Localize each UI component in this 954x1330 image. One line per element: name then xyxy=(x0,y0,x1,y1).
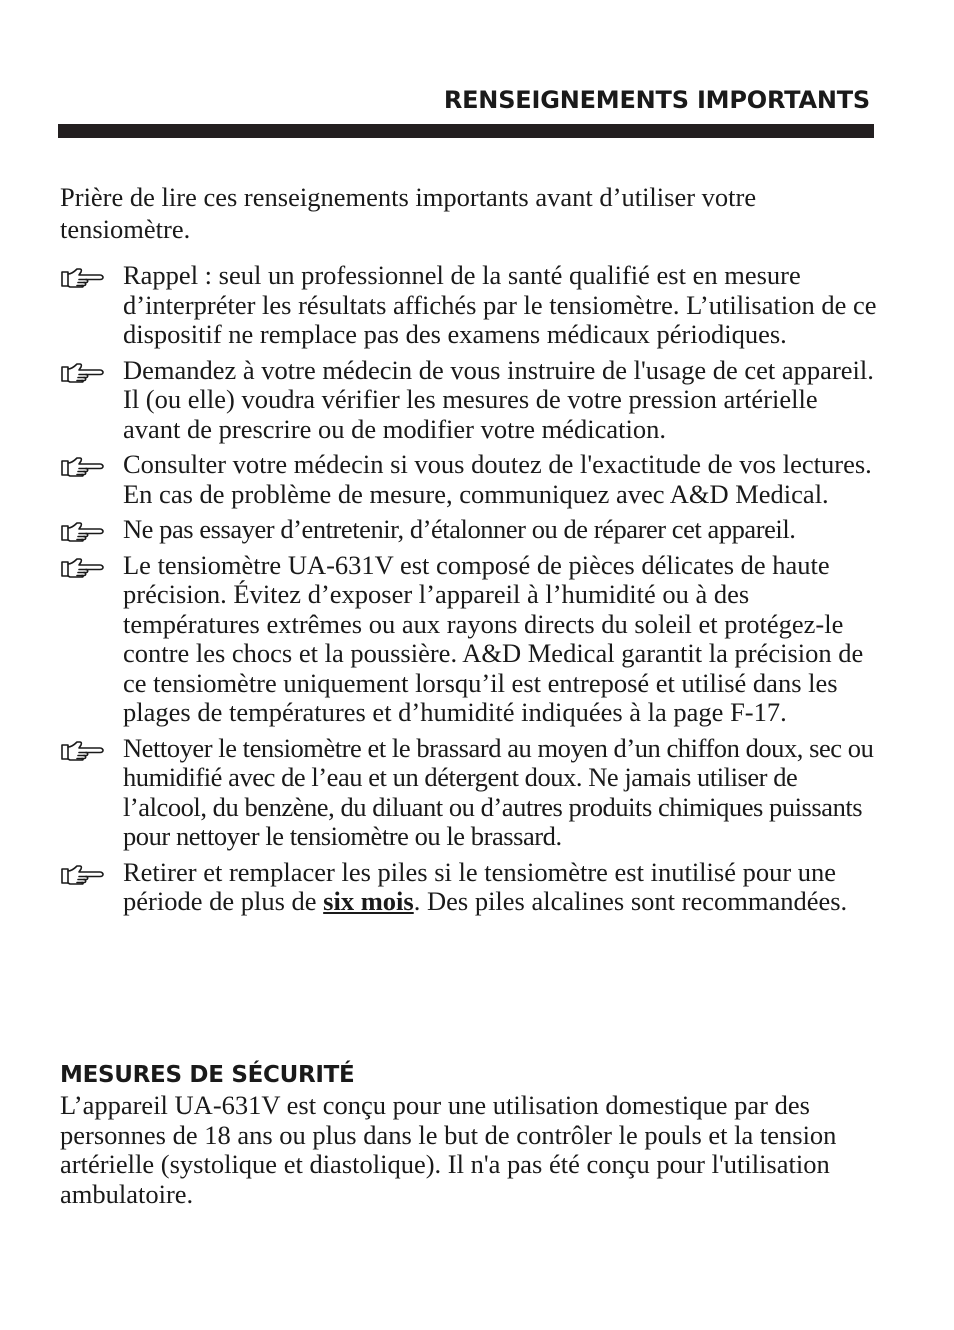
pointing-hand-icon xyxy=(60,266,104,288)
pointing-hand-icon xyxy=(60,863,104,885)
pointing-hand-icon xyxy=(60,520,104,542)
list-item xyxy=(60,356,880,445)
intro-paragraph: Prière de lire ces renseignements importants avant d’utiliser votre tensiomètre. xyxy=(60,182,757,244)
pointing-hand-icon xyxy=(60,455,104,477)
list-item xyxy=(60,515,880,545)
list-item xyxy=(60,734,880,852)
safety-heading: MESURES DE SÉCURITÉ xyxy=(60,1062,355,1088)
list-item xyxy=(60,261,880,350)
bullet-text: Nettoyer le tensiomètre et le brassard au moyen d’un chiffon doux, sec ou humidifié avec de l’eau et un détergent doux. Ne jamais utiliser de l’alcool, du benzène, du diluant ou d’autres produits chimiques puissants pour nettoyer le tensiomètre ou le brassard. xyxy=(123,732,874,851)
bullet-text-before: Retirer et remplacer les piles si le tensiomètre est inutilisé pour une période de plus de xyxy=(123,856,837,916)
bullet-text-after: . Des piles alcalines sont recommandées. xyxy=(413,886,848,916)
list-item xyxy=(60,551,880,728)
bullet-text: Le tensiomètre UA-631V est composé de pièces délicates de haute précision. Évitez d’exposer l’appareil à l’humidité ou à des températures extrêmes ou aux rayons directs du soleil et protégez-le contre les chocs et la poussière. A&D Medical garantit la précision de ce tensiomètre uniquement lorsqu’il est entreposé et utilisé dans les plages de températures et d’humidité indiquées à la page F-17. xyxy=(123,549,864,727)
bullet-text: Consulter votre médecin si vous doutez de l'exactitude de vos lectures. En cas de problème de mesure, communiquez avec A&D Medical. xyxy=(123,449,872,509)
pointing-hand-icon xyxy=(60,556,104,578)
bullet-text: Demandez à votre médecin de vous instruire de l'usage de cet appareil. Il (ou elle) voudra vérifier les mesures de votre pression artérielle avant de prescrire ou de modifier votre médication. xyxy=(123,354,874,444)
page-title: RENSEIGNEMENTS IMPORTANTS xyxy=(443,86,870,114)
header-rule xyxy=(58,124,874,138)
bullet-list xyxy=(60,261,880,923)
pointing-hand-icon xyxy=(60,739,104,761)
bullet-text xyxy=(123,858,880,917)
list-item xyxy=(60,858,880,917)
emphasis-six-months: six mois xyxy=(323,886,414,916)
bullet-text: Rappel : seul un professionnel de la santé qualifié est en mesure d’interpréter les résultats affichés par le tensiomètre. L’utilisation de ce dispositif ne remplace pas des examens médicaux périodiques. xyxy=(123,260,877,349)
safety-paragraph: L’appareil UA-631V est conçu pour une utilisation domestique par des personnes de 18 ans ou plus dans le but de contrôler le pouls et la tension artérielle (systolique et diastolique). Il n'a pas été conçu pour l'utilisation ambulatoire. xyxy=(60,1090,837,1209)
bullet-text: Ne pas essayer d’entretenir, d’étalonner ou de réparer cet appareil. xyxy=(123,514,796,544)
list-item xyxy=(60,450,880,509)
pointing-hand-icon xyxy=(60,361,104,383)
